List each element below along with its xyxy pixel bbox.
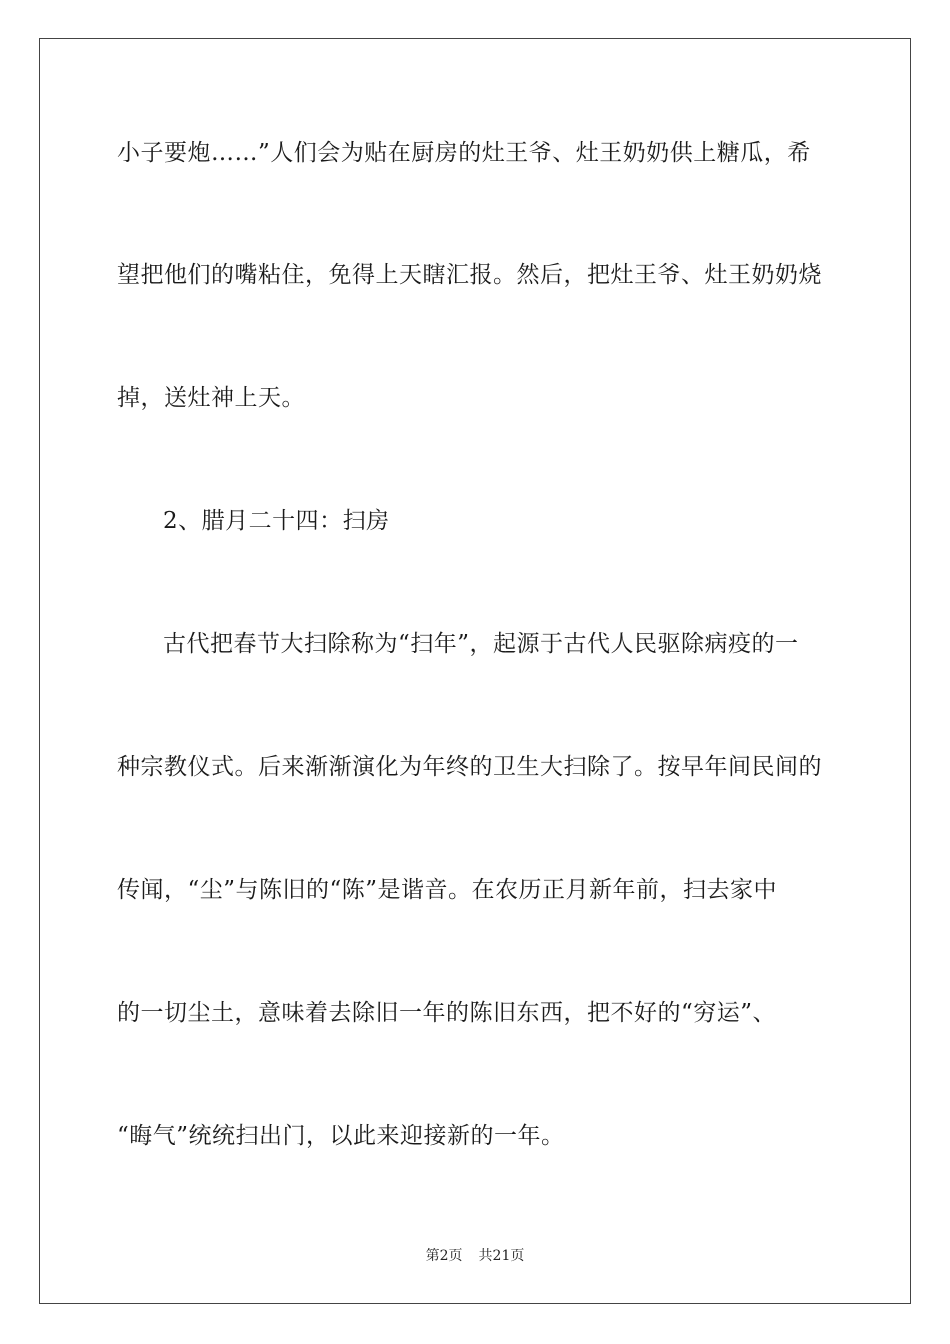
- paragraph-line: 望把他们的嘴粘住，免得上天瞎汇报。然后，把灶王爷、灶王奶奶烧: [117, 262, 822, 288]
- total-page-count: 共21页: [478, 1248, 525, 1264]
- paragraph-line: 的一切尘土，意味着去除旧一年的陈旧东西，把不好的“穷运”、: [117, 1000, 777, 1026]
- section-heading: 2、腊月二十四：扫房: [163, 508, 390, 534]
- page-border: [39, 38, 911, 1304]
- paragraph-line: 种宗教仪式。后来渐渐演化为年终的卫生大扫除了。按早年间民间的: [117, 754, 822, 780]
- current-page-number: 第2页: [425, 1248, 463, 1264]
- paragraph-line: 古代把春节大扫除称为“扫年”，起源于古代人民驱除病疫的一: [163, 631, 799, 657]
- paragraph-line: 传闻，“尘”与陈旧的“陈”是谐音。在农历正月新年前，扫去家中: [117, 877, 778, 903]
- paragraph-line: 掉，送灶神上天。: [117, 385, 305, 411]
- paragraph-line: “晦气”统统扫出门，以此来迎接新的一年。: [117, 1123, 565, 1149]
- page-footer: [0, 1247, 950, 1265]
- paragraph-line: 小子要炮……”人们会为贴在厨房的灶王爷、灶王奶奶供上糖瓜，希: [117, 140, 811, 166]
